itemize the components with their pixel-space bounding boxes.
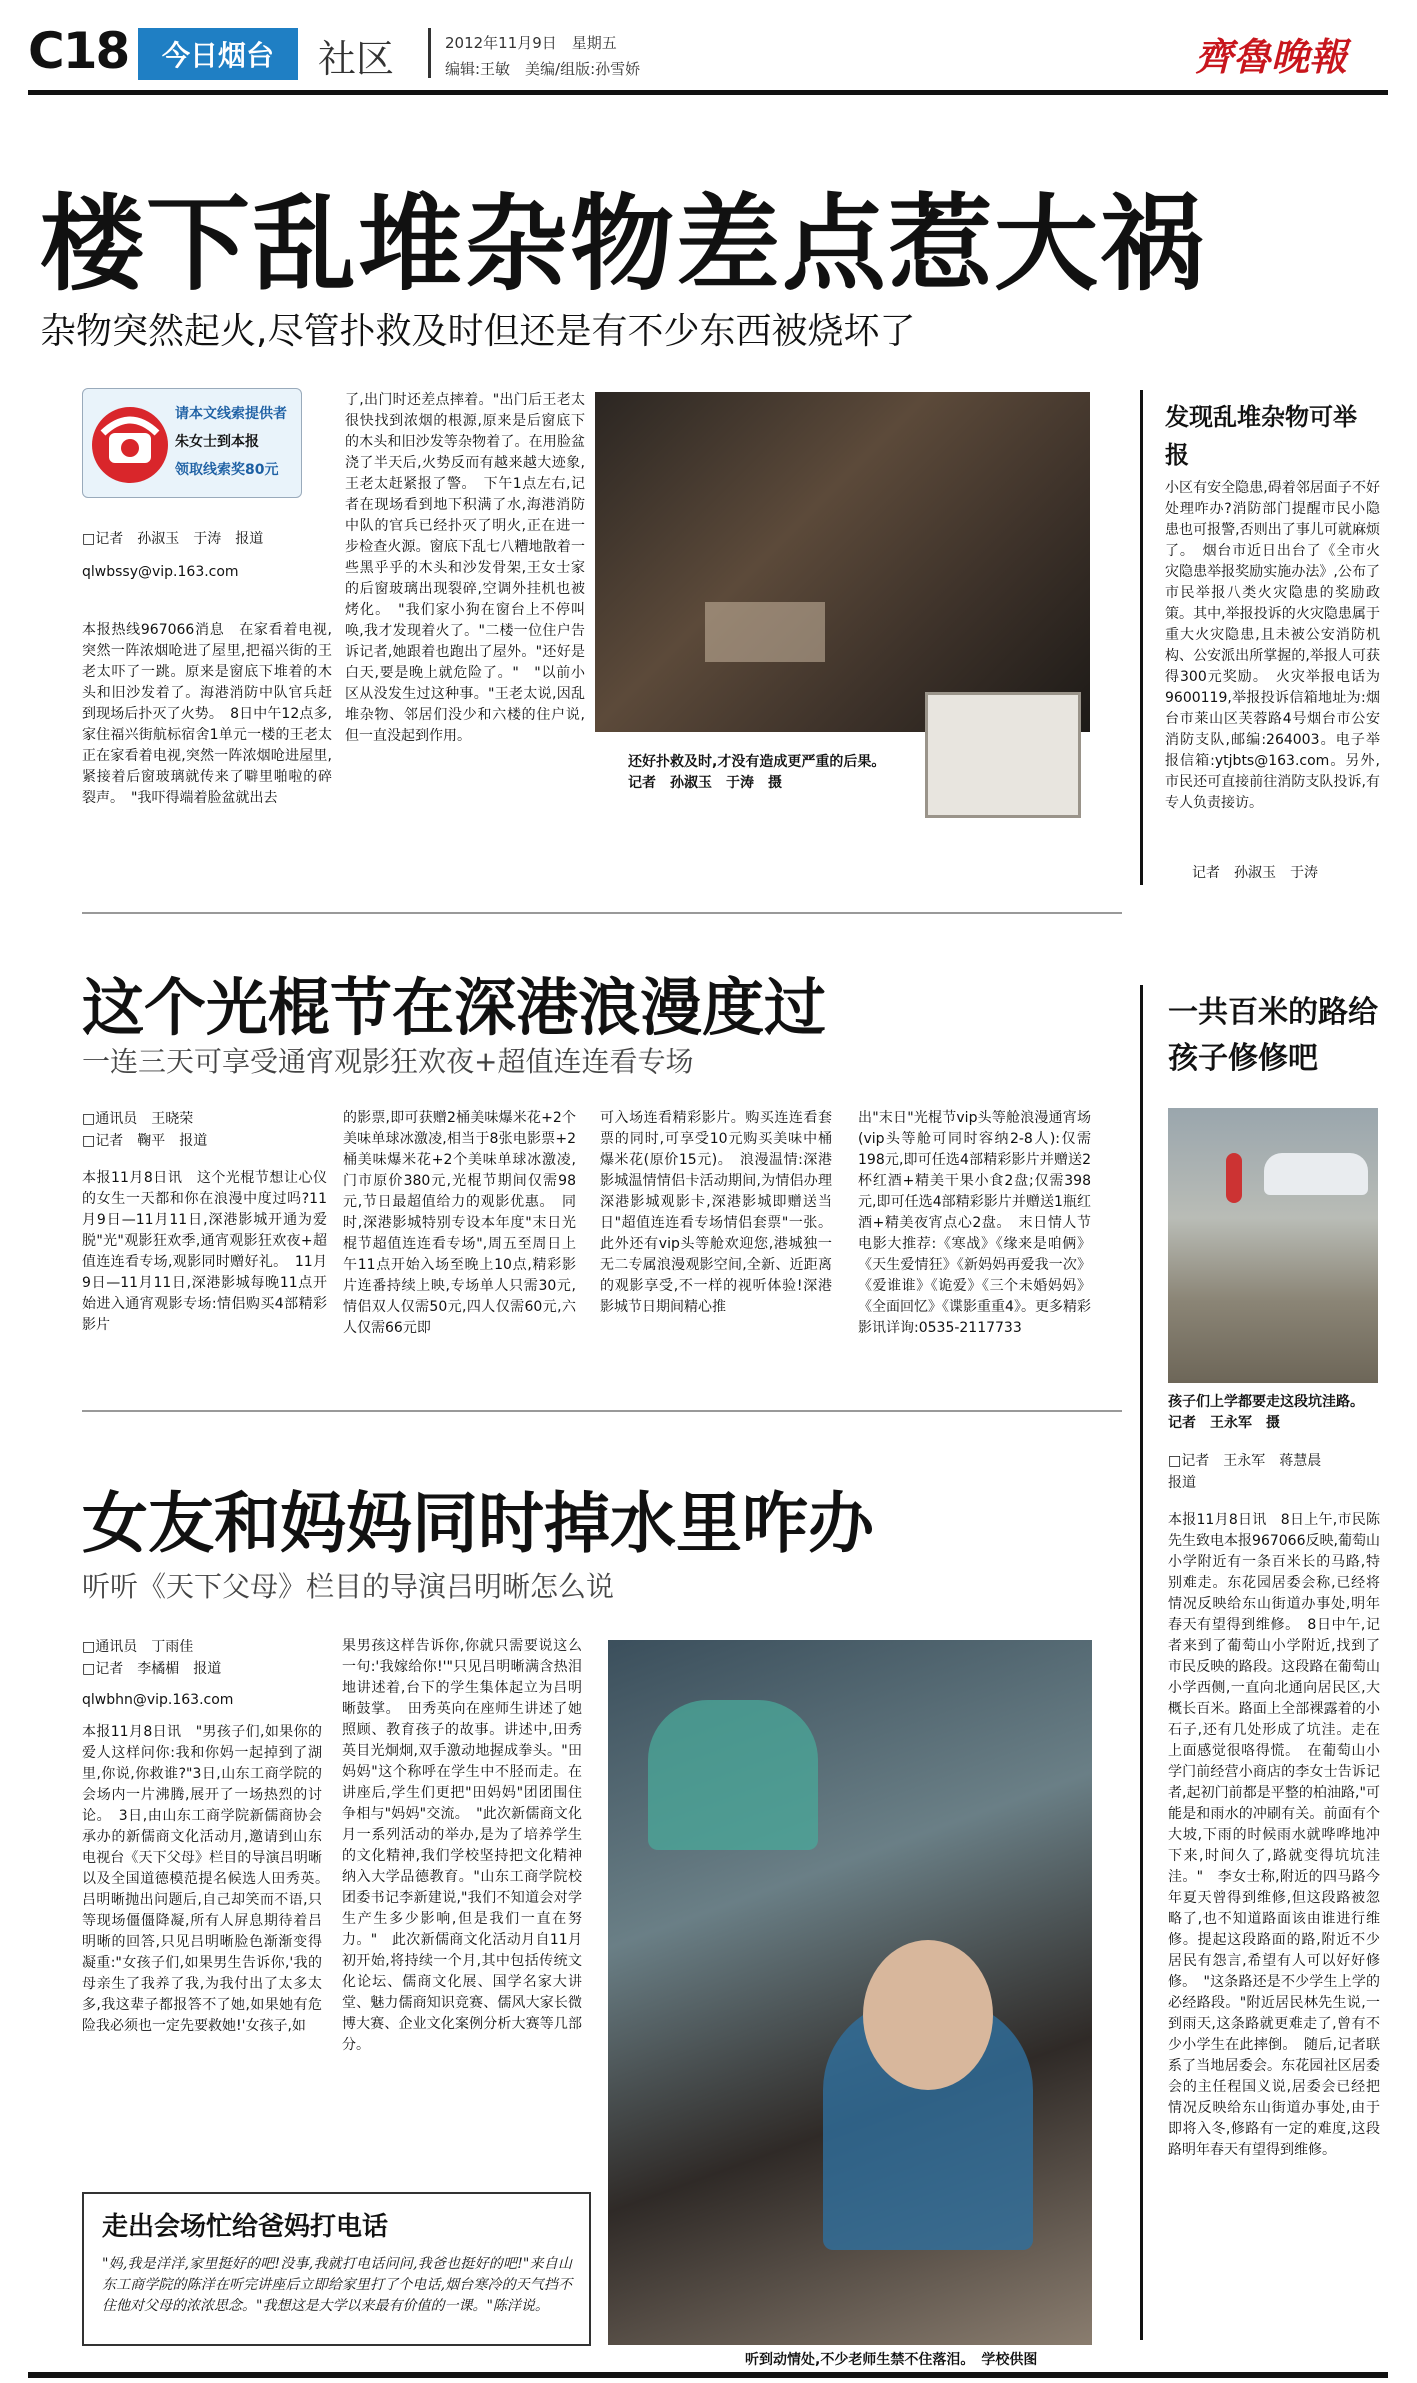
story3-photo-caption: 听到动情处,不少老师生禁不住落泪。 学校供图	[745, 2352, 1038, 2368]
student-face-shape	[863, 1940, 993, 2090]
story3-byline: □通讯员 丁雨佳 □记者 李橘楣 报道	[82, 1639, 222, 1677]
section-name: 社区	[318, 37, 395, 81]
sidebar2-photo-caption: 孩子们上学都要走这段坑洼路。 记者 王永军 摄	[1168, 1394, 1371, 1431]
tip-line-2: 朱女士到本报	[175, 434, 259, 450]
editor-credits: 编辑:王敏 美编/组版:孙雪娇	[445, 60, 641, 78]
header-divider	[428, 28, 431, 78]
sidebar1-body: 小区有安全隐患,碍着邻居面子不好处理咋办?消防部门提醒市民小隐患也可报警,否则出了事儿可就麻烦了。 烟台市近日出台了《全市火灾隐患举报奖励实施办法》,公布了市民举报八类火灾隐患的奖励政策。其中,举报投诉的火灾隐患属于重大火灾隐患,且未被公安消防机构、公安派出所掌握的,举报人可获得300元奖励。 火灾举报电话为9600119,举报投诉信箱地址为:烟台市莱山区芙蓉路4号烟台市公安消防支队,邮编:264003。电子举报信箱:ytjbts@163.com。另外,市民还可直接前往消防支队投诉,有专人负责接访。	[1165, 480, 1380, 811]
story3-email: qlwbhn@vip.163.com	[82, 1692, 234, 1708]
story1-column-1: 本报热线967066消息 在家看着电视,突然一阵浓烟呛进了屋里,把福兴街的王老太吓了一跳。原来是窗底下堆着的木头和旧沙发着了。海港消防中队官兵赶到现场后扑灭了火势。 8日中午12点多,家住福兴街航标宿舍1单元一楼的王老太正在家看着电视,突然一阵浓烟呛进屋里,紧接着后窗玻璃就传来了噼里啪啦的碎裂声。 "我吓得端着脸盆就出去	[82, 622, 332, 806]
telephone-icon	[89, 399, 171, 487]
story2-column-2: 的影票,即可获赠2桶美味爆米花+2个美味单球冰激凌,相当于8张电影票+2桶美味爆米花+2个美味单球冰激凌,门市原价380元,光棍节期间仅需98元,节日最超值给力的观影优惠。 同时,深港影城特别专设本年度"末日光棍节超值连连看专场",周五至周日上午11点开始入场至晚上10点,精彩影片连番持续上映,专场单人只需30元,情侣双人仅需50元,四人仅需60元,六人仅需66元即	[343, 1110, 576, 1336]
story2-subhead: 一连三天可享受通宵观影狂欢夜+超值连连看专场	[82, 1045, 694, 1078]
phone-parents-box-text: "妈,我是洋洋,家里挺好的吧!没事,我就打电话问问,我爸也挺好的吧!"来自山东工商学院的陈洋在听完讲座后立即给家里打了个电话,烟台寒冷的天气挡不住他对父母的浓浓思念。"我想这是大学以来最有价值的一课。"陈洋说。	[102, 2256, 572, 2314]
fire-damage-photo	[595, 392, 1090, 732]
story3-column-2: 果男孩这样告诉你,你就只需要说这么一句:'我嫁给你!'"只见吕明晰满含热泪地讲述着,台下的学生集体起立为吕明晰鼓掌。 田秀英向在座师生讲述了她照顾、教育孩子的故事。讲述中,田秀英目光炯炯,双手激动地握成拳头。"田妈妈"这个称呼在学生中不胫而走。在讲座后,学生们更把"田妈妈"团团围住争相与"妈妈"交流。 "此次新儒商文化月一系列活动的举办,是为了培养学生的文化精神,我们学校坚持把文化精神纳入大学品德教育。"山东工商学院校团委书记李新建说,"我们不知道会对学生产生多少影响,但是我们一直在努力。" 此次新儒商文化活动月自11月初开始,将持续一个月,其中包括传统文化论坛、儒商文化展、国学名家大讲堂、魅力儒商知识竞赛、儒风大家长微博大赛、企业文化案例分析大赛等几部分。	[342, 1638, 582, 2053]
issue-date: 2012年11月9日 星期五	[445, 34, 617, 52]
header-rule	[28, 90, 1388, 95]
potholed-road-photo	[1168, 1108, 1378, 1383]
section-divider-2	[82, 1410, 1122, 1412]
footer-rule	[28, 2372, 1388, 2378]
tip-reward-box	[82, 388, 302, 498]
story1-email: qlwbssy@vip.163.com	[82, 564, 239, 580]
story1-byline: □记者 孙淑玉 于涛 报道	[82, 531, 264, 547]
story2-column-3: 可入场连看精彩影片。购买连连看套票的同时,可享受10元购买美味中桶爆米花(原价15元)。 浪漫温情:深港影城温情情侣卡活动期间,为情侣办理深港影城观影卡,深港影城即赠送当日"超值连连看专场情侣套票"一张。此外还有vip头等舱欢迎您,港城独一无二专属浪漫观影空间,全新、近距离的观影享受,不一样的视听体验!深港影城节日期间精心推	[600, 1110, 832, 1315]
student-green-jacket-shape	[648, 1700, 818, 1850]
audience-photo	[608, 1640, 1092, 2345]
story1-subhead: 杂物突然起火,尽管扑救及时但还是有不少东西被烧坏了	[40, 311, 916, 352]
story2-column-1: 本报11月8日讯 这个光棍节想让心仪的女生一天都和你在浪漫中度过吗?11月9日—11月11日,深港影城开通为爱脱"光"观影狂欢季,通宵观影狂欢夜+超值连连看专场,观影同时赠好礼。 11月9日—11月11日,深港影城每晚11点开始进入通宵观影专场:情侣购买4部精彩影片	[82, 1170, 327, 1333]
story3-headline: 女友和妈妈同时掉水里咋办	[82, 1485, 874, 1562]
phone-parents-box	[82, 2192, 591, 2346]
story1-headline: 楼下乱堆杂物差点惹大祸	[40, 183, 1207, 305]
sidebar1-title: 发现乱堆杂物可举报	[1165, 403, 1357, 469]
sidebar2-byline: □记者 王永军 蒋慧晨 报道	[1168, 1453, 1322, 1491]
story1-column-2: 了,出门时还差点摔着。"出门后王老太很快找到浓烟的根源,原来是后窗底下的木头和旧沙发等杂物着了。在用脸盆浇了半天后,火势反而有越来越大迹象,王老太赶紧报了警。 下午1点左右,记者在现场看到地下积满了水,海港消防中队的官兵已经扑灭了明火,正在进一步检查火源。窗底下乱七八糟地散着一些黑乎乎的木头和沙发骨架,王女士家的后窗玻璃出现裂碎,空调外挂机也被烤化。 "我们家小狗在窗台上不停叫唤,我才发现着火了。"二楼一位住户告诉记者,她跟着也跑出了屋外。"还好是白天,要是晚上就危险了。" "以前小区从没发生过这种事。"王老太说,因乱堆杂物、邻居们没少和六楼的住户说,但一直没起到作用。	[345, 392, 585, 744]
sidebar2-body: 本报11月8日讯 8日上午,市民陈先生致电本报967066反映,葡萄山小学附近有一条百米长的马路,特别难走。东花园居委会称,已经将情况反映给东山街道办事处,明年春天有望得到维修。 8日中午,记者来到了葡萄山小学附近,找到了市民反映的路段。这段路在葡萄山小学西侧,一直向北通向居民区,大概长百米。路面上全部裸露着的小石子,还有几处形成了坑洼。走在上面感觉很咯得慌。 在葡萄山小学门前经营小商店的李女士告诉记者,起初门前都是平整的柏油路,"可能是和雨水的冲刷有关。前面有个大坡,下雨的时候雨水就哗哗地冲下来,时间久了,路就变得坑坑洼洼。" 李女士称,附近的四马路今年夏天曾得到维修,但这段路被忽略了,也不知道路面该由谁进行维修。提起这段路面的路,附近不少居民有怨言,希望有人可以好好修修。 "这条路还是不少学生上学的必经路段。"附近居民林先生说,一到雨天,这条路就更难走了,曾有不少小学生在此摔倒。 随后,记者联系了当地居委会。东花园社区居委会的主任程国义说,居委会已经把情况反映给东山街道办事处,由于即将入冬,修路有一定的难度,这段路明年春天有望得到维修。	[1168, 1512, 1380, 2158]
tip-line-1: 请本文线索提供者	[175, 406, 287, 422]
page-number: C18	[28, 22, 129, 80]
sidebar2-title: 一共百米的路给孩子修修吧	[1168, 995, 1378, 1076]
story2-byline: □通讯员 王晓荣 □记者 鞠平 报道	[82, 1111, 208, 1149]
story2-column-4: 出"末日"光棍节vip头等舱浪漫通宵场(vip头等舱可同时容纳2-8人):仅需198元,即可任选4部精彩影片并赠送2杯红酒+精美干果小食2盘;仅需398元,即可任选4部精彩影片并赠送1瓶红酒+精美夜宵点心2盘。 末日情人节电影大推荐:《寒战》《缘来是咱俩》《天生爱情狂》《新妈妈再爱我一次》《爱谁谁》《诡爱》《三个未婚妈妈》《全面回忆》《谍影重重4》。更多精彩影讯详询:0535-2117733	[858, 1110, 1091, 1336]
child-figure-shape	[1226, 1153, 1242, 1203]
story3-column-1: 本报11月8日讯 "男孩子们,如果你的爱人这样问你:我和你妈一起掉到了湖里,你说,你救谁?"3日,山东工商学院的会场内一片沸腾,展开了一场热烈的讨论。 3日,由山东工商学院新儒商协会承办的新儒商文化活动月,邀请到山东电视台《天下父母》栏目的导演吕明晰以及全国道德模范提名候选人田秀英。 吕明晰抛出问题后,自己却笑而不语,只等现场僵僵降凝,所有人屏息期待着吕明晰的回答,只见吕明晰脸色渐渐变得凝重:"女孩子们,如果男生告诉你,'我的母亲生了我养了我,为我付出了太多太多,我这辈子都报答不了她,如果她有危险我必须也一定先要救她!'女孩子,如	[82, 1724, 336, 2034]
story2-headline: 这个光棍节在深港浪漫度过	[82, 971, 827, 1044]
tip-line-3: 领取线索奖80元	[175, 462, 279, 478]
burnt-furniture-shape	[705, 602, 825, 662]
sidebar1-byline: 记者 孙淑玉 于涛	[1192, 865, 1318, 881]
story1-photo-caption: 还好扑救及时,才没有造成更严重的后果。 记者 孙淑玉 于涛 摄	[628, 754, 893, 791]
sidebar2-rule	[1140, 985, 1143, 2340]
phone-parents-box-title: 走出会场忙给爸妈打电话	[102, 2212, 389, 2242]
sidebar1-rule	[1140, 390, 1143, 885]
story3-subhead: 听听《天下父母》栏目的导演吕明晰怎么说	[82, 1570, 615, 1603]
parked-car-shape	[1264, 1153, 1368, 1195]
edition-badge: 今日烟台	[138, 28, 298, 80]
section-divider-1	[82, 912, 1122, 914]
melted-ac-unit-shape	[925, 692, 1081, 818]
newspaper-logo: 齊魯晚報	[1195, 34, 1348, 79]
